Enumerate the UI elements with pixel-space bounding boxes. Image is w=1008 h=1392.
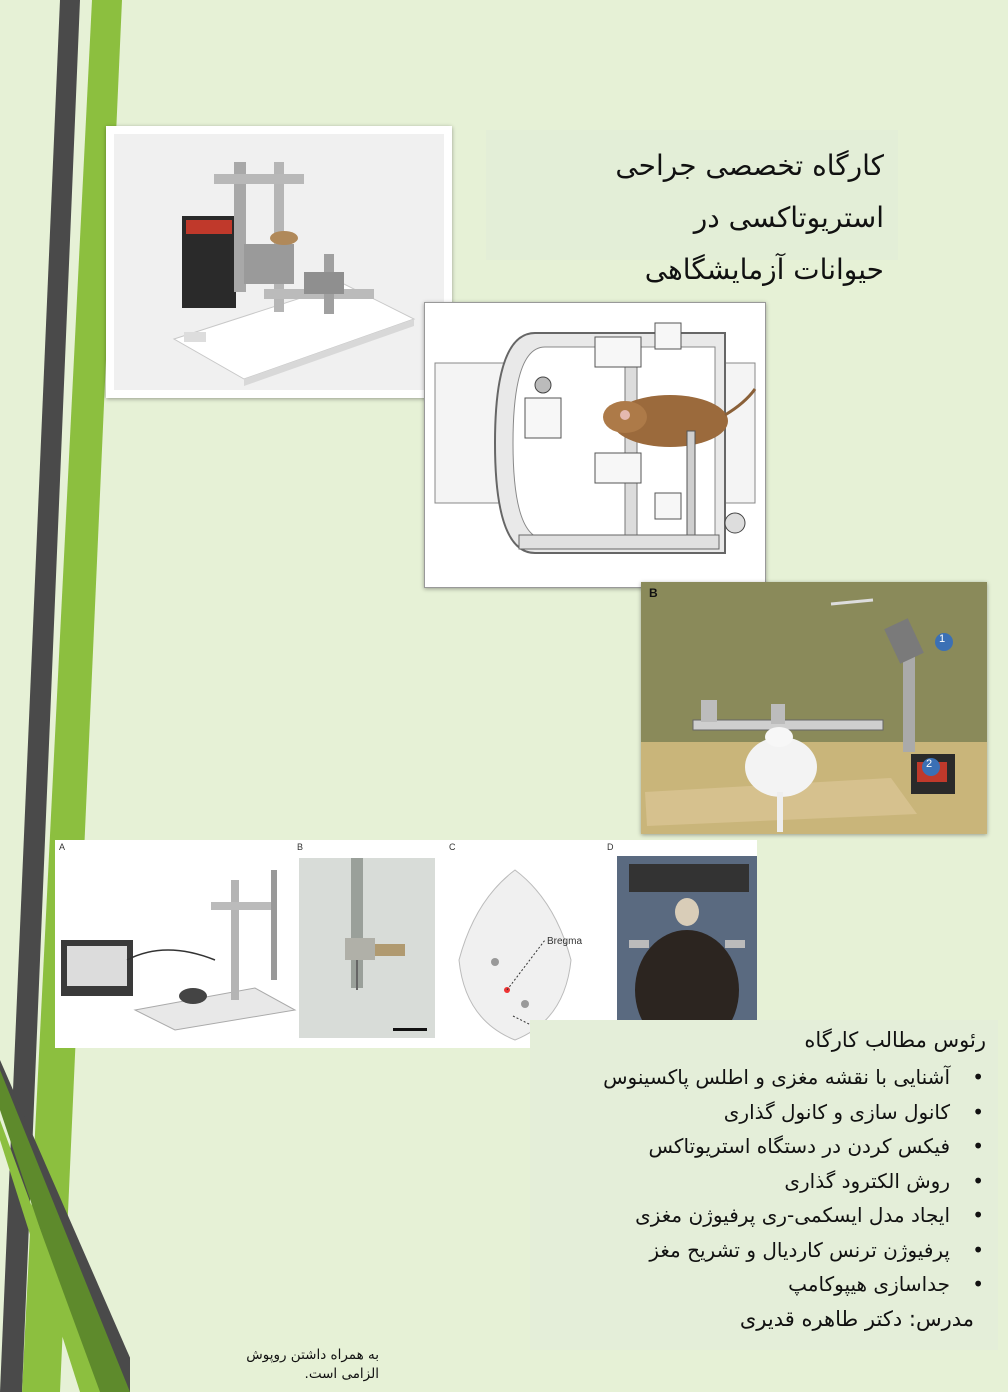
topic-item: • روش الکترود گذاری (530, 1164, 950, 1199)
multi-panel-figure (55, 840, 757, 1048)
note-line-2: الزامی است. (304, 1366, 379, 1382)
panel-label-c: C (449, 842, 456, 852)
stereotaxic-frame-illustration (114, 134, 444, 390)
topic-item: • پرفیوژن ترنس کاردیال و تشریح مغز (530, 1233, 950, 1268)
page-title (486, 140, 884, 296)
panel-label-d: D (607, 842, 614, 852)
topic-item: • فیکس کردن در دستگاه استریوتاکس (530, 1129, 950, 1164)
topic-item: • کانول سازی و کانول گذاری (530, 1095, 950, 1130)
panels-illustration (55, 840, 757, 1048)
page-title-box (486, 130, 898, 286)
note-line-1: به همراه داشتن روپوش (246, 1347, 379, 1363)
top-view-frame-drawing (424, 302, 766, 588)
topic-item: • جداسازی هیپوکامپ (530, 1267, 950, 1302)
bregma-label: Bregma (547, 936, 583, 947)
workshop-topics-box (530, 1020, 998, 1350)
topic-item: • آشنایی با نقشه مغزی و اطلس پاکسینوس (530, 1060, 950, 1095)
panel-label-a: A (59, 842, 66, 852)
title-line-1: کارگاه تخصصی جراحی استریوتاکسی در (615, 149, 884, 234)
callout-1: 1 (939, 633, 946, 645)
instructor-name: مدرس: دکتر طاهره قدیری (739, 1306, 974, 1331)
stereotaxic-frame-photo (106, 126, 452, 398)
topic-item: • ایجاد مدل ایسکمی-ری پرفیوژن مغزی (530, 1198, 950, 1233)
rat-frame-illustration (641, 582, 987, 834)
topics-heading: رئوس مطالب کارگاه (804, 1028, 986, 1052)
topics-list (530, 1060, 998, 1302)
callout-2: 2 (926, 758, 933, 770)
photo-label-b: B (649, 586, 658, 600)
frame-top-view-illustration (425, 303, 765, 587)
rat-in-frame-photo (641, 582, 987, 834)
title-line-2: حیوانات آزمایشگاهی (644, 253, 884, 286)
panel-label-b: B (297, 842, 304, 852)
lab-coat-note (205, 1346, 379, 1384)
